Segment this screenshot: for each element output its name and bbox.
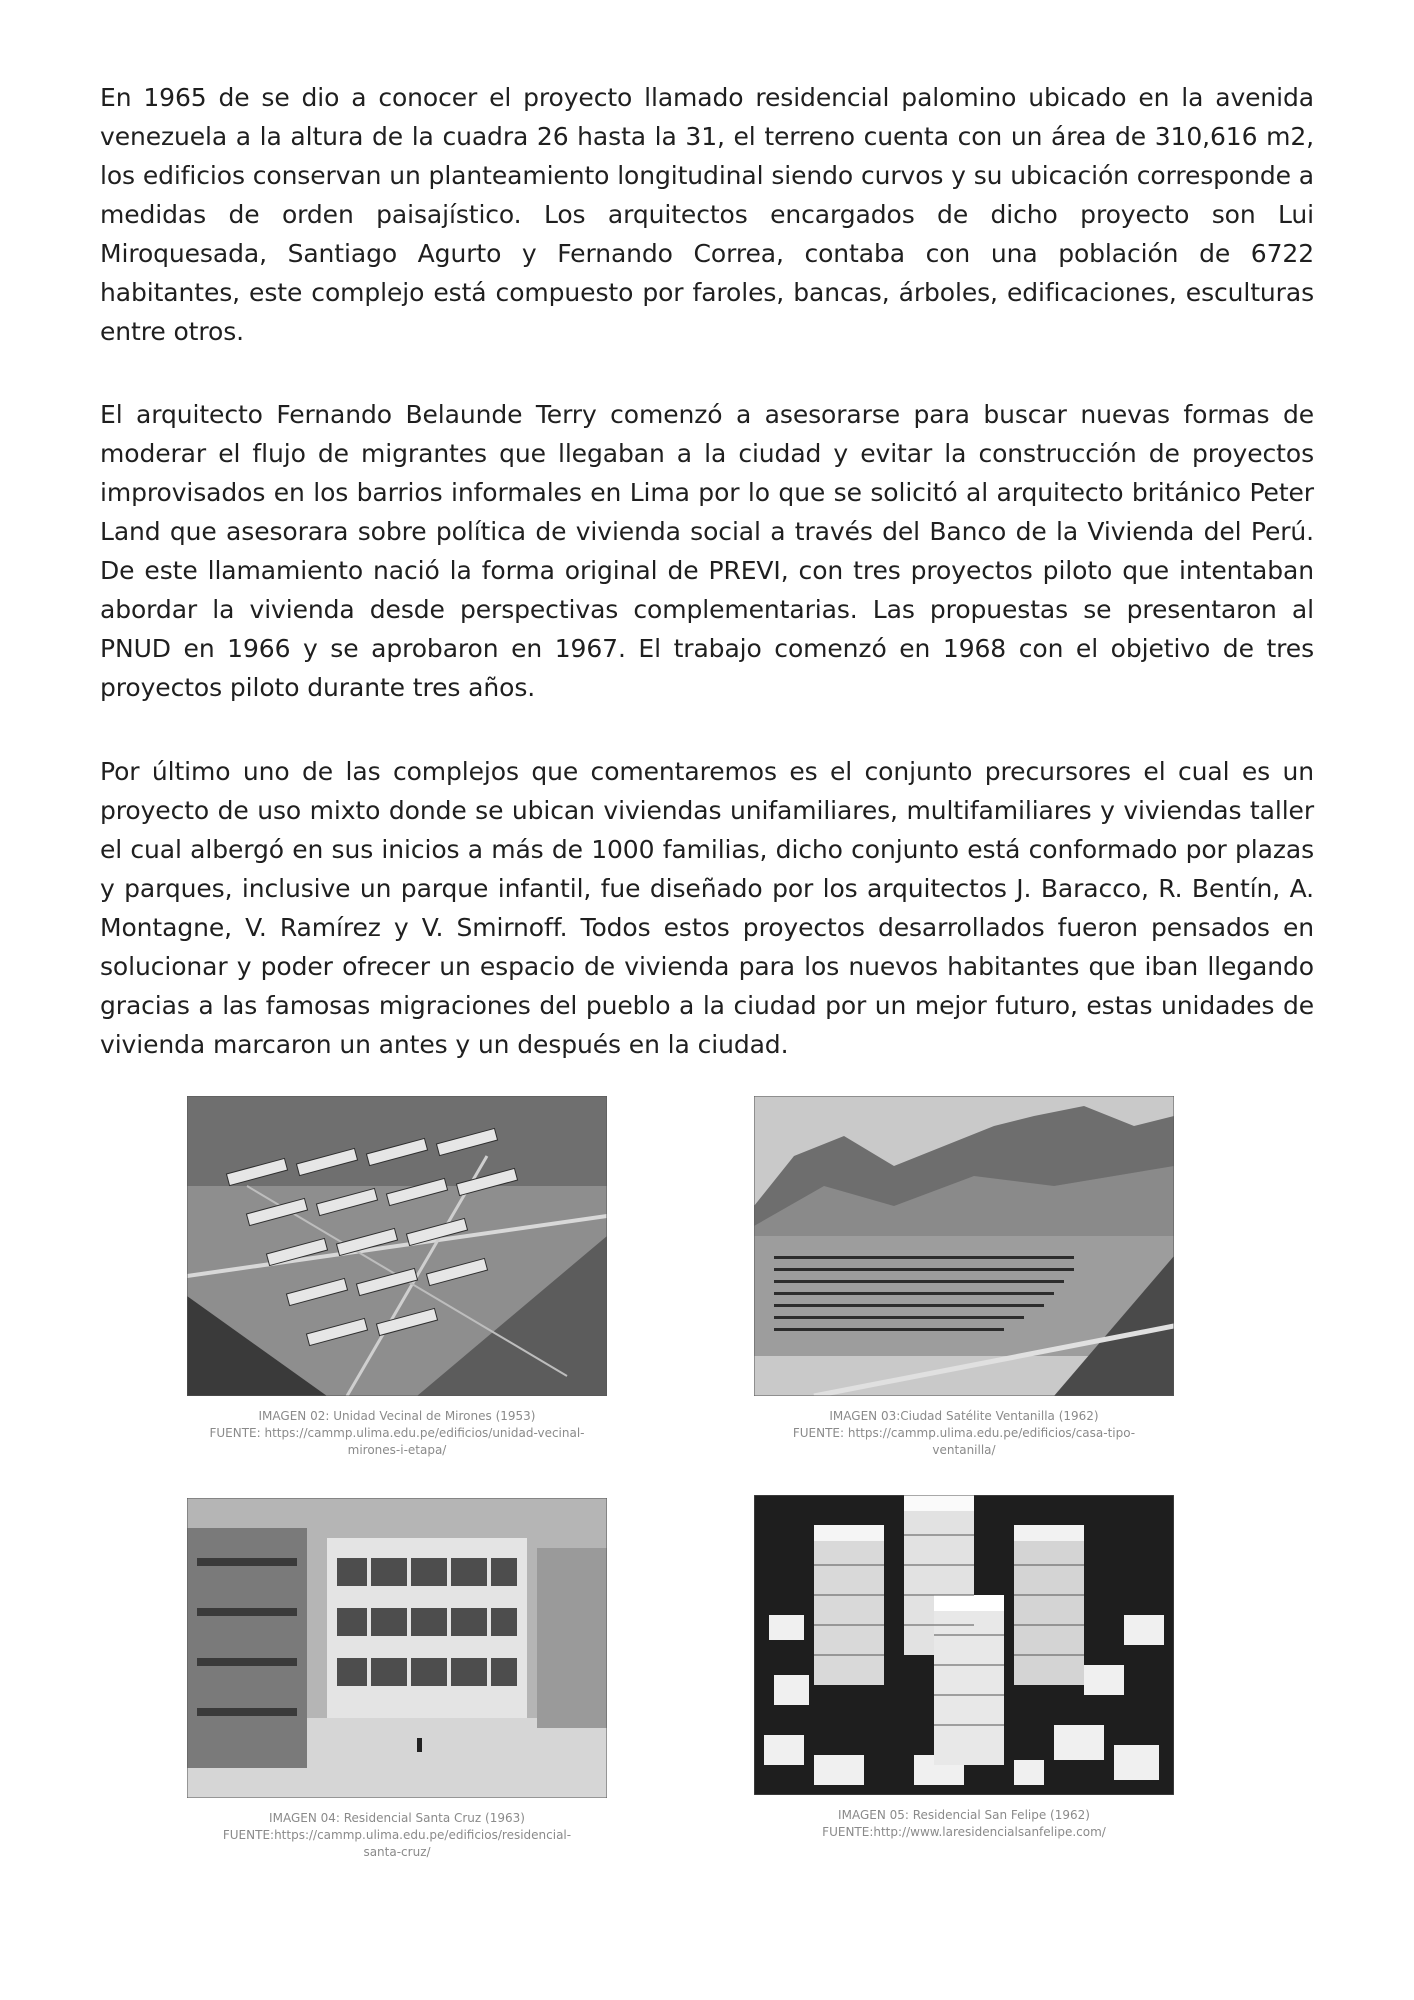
figure-caption: [754, 1807, 1174, 1841]
caption-title: IMAGEN 05: Residencial San Felipe (1962): [838, 1808, 1090, 1822]
figure-residencial-san-felipe: [754, 1495, 1174, 1841]
caption-title: IMAGEN 04: Residencial Santa Cruz (1963): [269, 1811, 525, 1825]
caption-title: IMAGEN 03:Ciudad Satélite Ventanilla (1962): [829, 1409, 1099, 1423]
paragraph-previ: El arquitecto Fernando Belaunde Terry comenzó a asesorarse para buscar nuevas formas de moderar el flujo de migrantes que llegaban a la ciudad y evitar la construcción de proyectos improvisados en los barrios informales en Lima por lo que se solicitó al arquitecto británico Peter Land que asesorara sobre política de vivienda social a través del Banco de la Vivienda del Perú. De este llamamiento nació la forma original de PREVI, con tres proyectos piloto que intentaban abordar la vivienda desde perspectivas complementarias. Las propuestas se presentaron al PNUD en 1966 y se aprobaron en 1967. El trabajo comenzó en 1968 con el objetivo de tres proyectos piloto durante tres años.: [100, 400, 1314, 702]
paragraph-residencial-palomino: En 1965 de se dio a conocer el proyecto llamado residencial palomino ubicado en la avenida venezuela a la altura de la cuadra 26 hasta la 31, el terreno cuenta con un área de 310,616 m2, los edificios conservan un planteamiento longitudinal siendo curvos y su ubicación corresponde a medidas de orden paisajístico. Los arquitectos encargados de dicho proyecto son Lui Miroquesada, Santiago Agurto y Fernando Correa, contaba con una población de 6722 habitantes, este complejo está compuesto por faroles, bancas, árboles, edificaciones, esculturas entre otros.: [100, 83, 1314, 346]
photo-ciudad-satelite-ventanilla: [754, 1096, 1174, 1396]
caption-source: FUENTE:http://www.laresidencialsanfelipe.com/: [822, 1825, 1106, 1839]
photo-unidad-vecinal-mirones: [187, 1096, 607, 1396]
figure-unidad-vecinal-mirones: [187, 1096, 607, 1459]
caption-source-cont: ventanilla/: [932, 1443, 996, 1457]
caption-source: FUENTE: https://cammp.ulima.edu.pe/edificios/unidad-vecinal-: [209, 1426, 585, 1440]
figure-residencial-santa-cruz: [187, 1498, 607, 1861]
photo-residencial-san-felipe: [754, 1495, 1174, 1795]
caption-source-cont: mirones-i-etapa/: [347, 1443, 447, 1457]
caption-source: FUENTE:https://cammp.ulima.edu.pe/edificios/residencial-: [222, 1828, 572, 1842]
figure-caption: [754, 1408, 1174, 1459]
figure-ciudad-satelite-ventanilla: [754, 1096, 1174, 1459]
photo-residencial-santa-cruz: [187, 1498, 607, 1798]
caption-source-cont: santa-cruz/: [363, 1845, 431, 1859]
caption-title: IMAGEN 02: Unidad Vecinal de Mirones (1953): [258, 1409, 536, 1423]
caption-source: FUENTE: https://cammp.ulima.edu.pe/edificios/casa-tipo-: [792, 1426, 1136, 1440]
figure-caption: [187, 1408, 607, 1459]
paragraph-conjunto-precursores: Por último uno de las complejos que comentaremos es el conjunto precursores el cual es un proyecto de uso mixto donde se ubican viviendas unifamiliares, multifamiliares y viviendas taller el cual albergó en sus inicios a más de 1000 familias, dicho conjunto está conformado por plazas y parques, inclusive un parque infantil, fue diseñado por los arquitectos J. Baracco, R. Bentín, A. Montagne, V. Ramírez y V. Smirnoff. Todos estos proyectos desarrollados fueron pensados en solucionar y poder ofrecer un espacio de vivienda para los nuevos habitantes que iban llegando gracias a las famosas migraciones del pueblo a la ciudad por un mejor futuro, estas unidades de vivienda marcaron un antes y un después en la ciudad.: [100, 757, 1314, 1059]
figure-caption: [187, 1810, 607, 1861]
